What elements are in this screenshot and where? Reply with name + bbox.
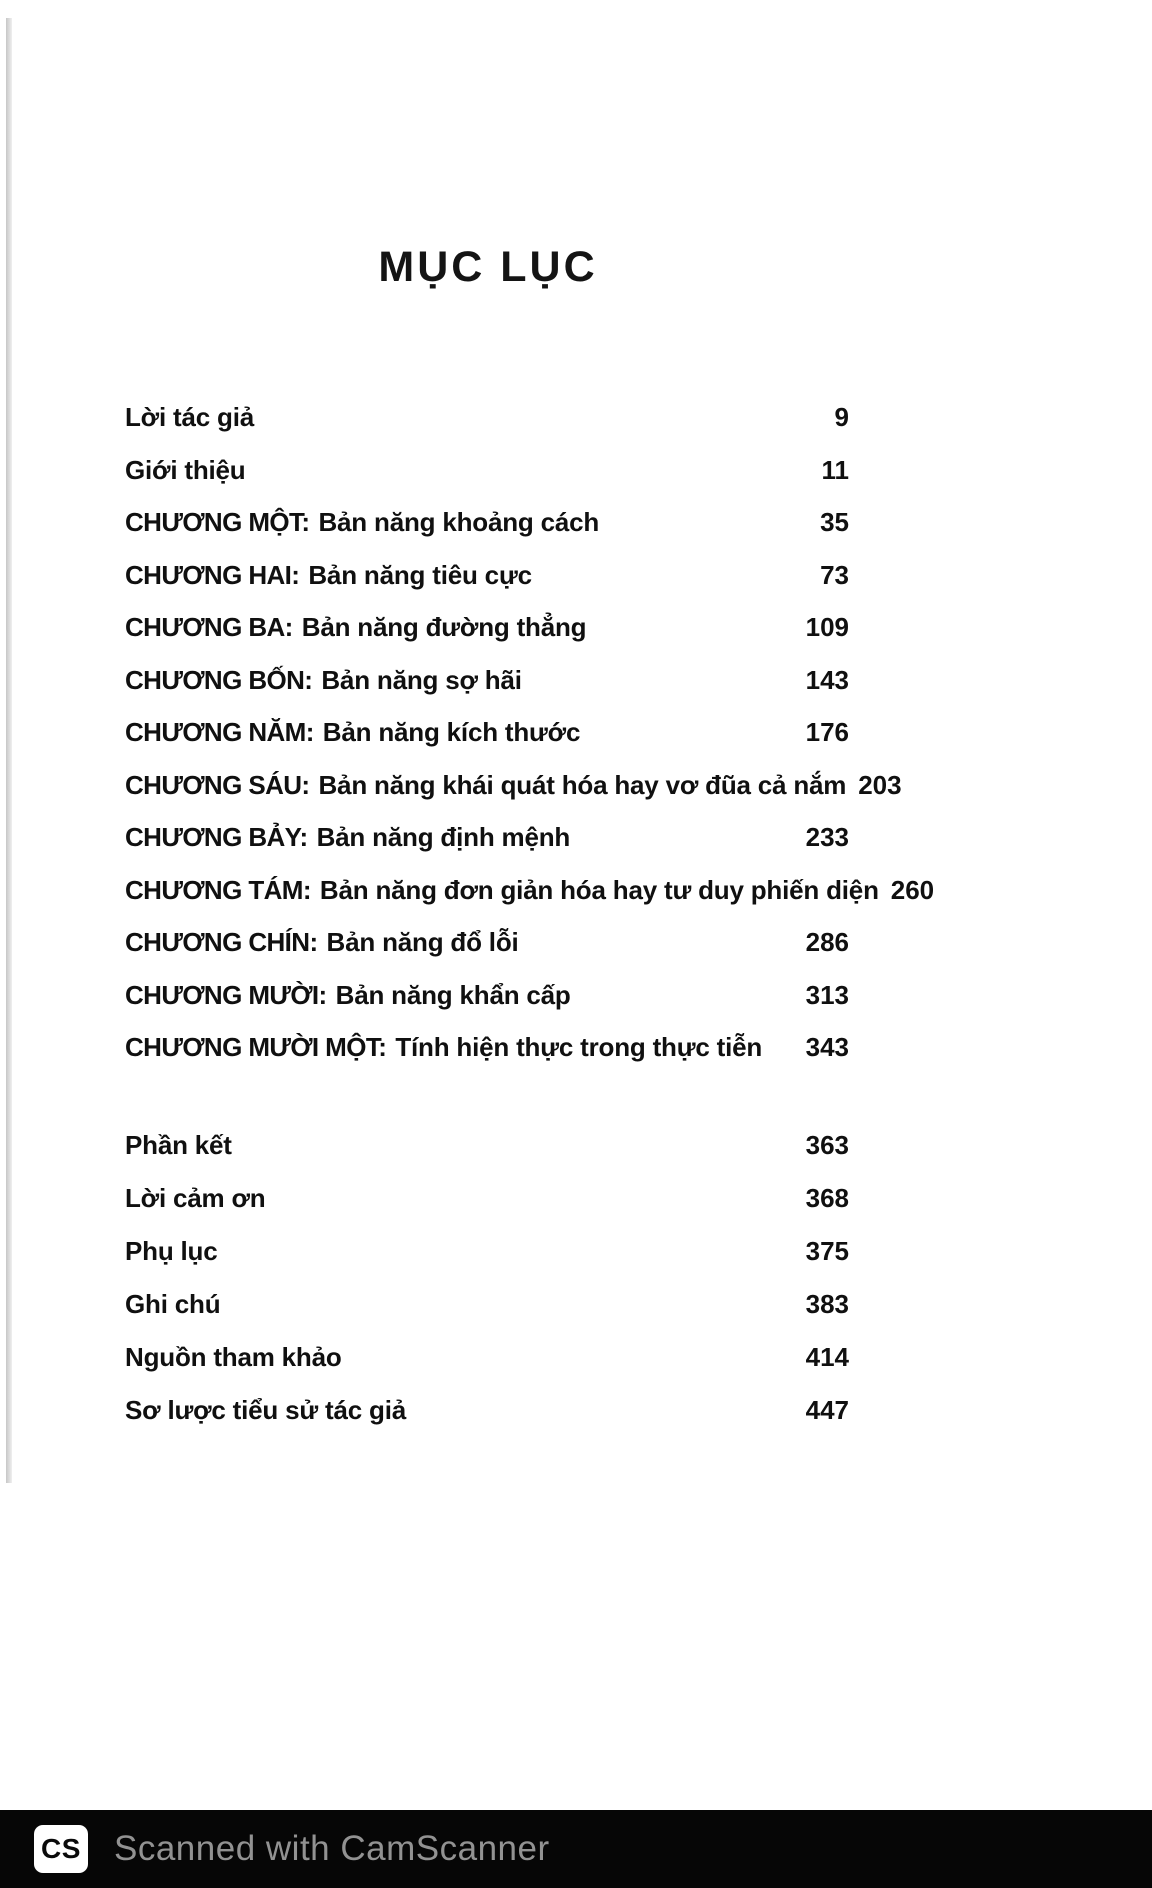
toc-page-number: 109 [805, 612, 849, 642]
toc-row [125, 1032, 849, 1085]
chapter-prefix: CHƯƠNG SÁU: [125, 769, 310, 800]
toc-row [125, 1395, 849, 1448]
chapter-title: Bản năng khẩn cấp [335, 979, 571, 1010]
toc-page-number: 343 [805, 1032, 849, 1062]
scan-edge-shadow [6, 18, 12, 1483]
toc-entry-label [125, 822, 570, 853]
toc-entry-label: Phụ lục [125, 1236, 218, 1266]
toc-page-number: 9 [834, 402, 849, 432]
toc-page-number: 143 [805, 664, 849, 695]
toc-row [125, 769, 902, 823]
toc-page-number: 203 [858, 769, 902, 800]
camscanner-footer-bar [0, 1810, 1152, 1888]
toc-row [125, 927, 849, 980]
chapter-prefix: CHƯƠNG MƯỜI MỘT: [125, 1032, 387, 1062]
toc-back-matter-list [125, 1130, 849, 1448]
toc-page-number: 447 [805, 1395, 849, 1425]
chapter-title: Bản năng tiêu cực [308, 559, 532, 590]
toc-page-number: 260 [890, 874, 935, 905]
toc-entry-label: Sơ lược tiểu sử tác giả [125, 1395, 406, 1425]
toc-page-number: 414 [805, 1342, 849, 1372]
chapter-title: Tính hiện thực trong thực tiễn [395, 1032, 763, 1062]
toc-entry-label [125, 665, 522, 696]
toc-page-number: 233 [805, 822, 849, 852]
toc-page-number: 35 [820, 507, 849, 537]
toc-row [125, 980, 849, 1033]
toc-entry-label [125, 612, 586, 643]
page-title: MỤC LỤC [378, 243, 598, 291]
toc-row [125, 717, 849, 770]
chapter-title: Bản năng định mệnh [316, 822, 571, 852]
camscanner-watermark-text: Scanned with CamScanner [114, 1829, 550, 1868]
toc-entry-label [125, 875, 879, 906]
toc-row [125, 1289, 849, 1342]
chapter-prefix: CHƯƠNG HAI: [125, 559, 300, 590]
toc-row [125, 1342, 849, 1395]
toc-row [125, 507, 849, 560]
toc-row [125, 455, 849, 508]
toc-entry-label [125, 927, 519, 958]
toc-row [125, 1183, 849, 1236]
chapter-prefix: CHƯƠNG TÁM: [125, 874, 311, 905]
toc-row [125, 612, 849, 665]
toc-page-number: 176 [805, 717, 849, 747]
toc-row [125, 665, 849, 718]
toc-row [125, 874, 935, 928]
toc-page-number: 383 [805, 1289, 849, 1319]
chapter-prefix: CHƯƠNG MƯỜI: [125, 979, 327, 1010]
toc-entry-label: Nguồn tham khảo [125, 1342, 342, 1372]
chapter-prefix: CHƯƠNG CHÍN: [125, 927, 318, 957]
chapter-title: Bản năng đổ lỗi [326, 927, 519, 957]
toc-entry-label [125, 717, 580, 748]
chapter-title: Bản năng kích thước [322, 717, 581, 747]
toc-row [125, 560, 849, 613]
chapter-title: Bản năng khái quát hóa hay vơ đũa cả nắm [318, 769, 847, 800]
toc-page-number: 363 [805, 1130, 849, 1160]
toc-page-number: 11 [821, 454, 849, 485]
toc-page-number: 368 [805, 1183, 849, 1213]
toc-entry-label [125, 1032, 762, 1063]
toc-entry-label: Ghi chú [125, 1289, 221, 1319]
toc-entry-label [125, 560, 532, 591]
toc-entry-label: Lời cảm ơn [125, 1183, 266, 1213]
chapter-prefix: CHƯƠNG MỘT: [125, 507, 310, 537]
toc-main-list [125, 402, 935, 1085]
toc-row [125, 402, 849, 455]
chapter-title: Bản năng đơn giản hóa hay tư duy phiến diện [319, 874, 879, 905]
toc-row [125, 822, 849, 875]
chapter-title: Bản năng đường thẳng [301, 612, 587, 642]
toc-page-number: 375 [805, 1236, 849, 1266]
toc-row [125, 1236, 849, 1289]
toc-entry-label: Phần kết [125, 1130, 232, 1160]
toc-entry-label [125, 770, 846, 801]
chapter-title: Bản năng sợ hãi [321, 664, 522, 695]
toc-page-number: 313 [805, 979, 849, 1010]
toc-entry-label: Lời tác giả [125, 402, 254, 432]
toc-page-number: 286 [805, 927, 849, 957]
chapter-title: Bản năng khoảng cách [318, 507, 600, 537]
toc-entry-label [125, 980, 571, 1011]
chapter-prefix: CHƯƠNG NĂM: [125, 717, 314, 747]
camscanner-logo-icon: CS [34, 1825, 88, 1873]
toc-entry-label [125, 507, 599, 538]
chapter-prefix: CHƯƠNG BẢY: [125, 822, 308, 852]
toc-row [125, 1130, 849, 1183]
toc-entry-label: Giới thiệu [125, 454, 246, 485]
chapter-prefix: CHƯƠNG BỐN: [125, 664, 313, 695]
toc-page-number: 73 [820, 559, 849, 590]
chapter-prefix: CHƯƠNG BA: [125, 612, 293, 642]
